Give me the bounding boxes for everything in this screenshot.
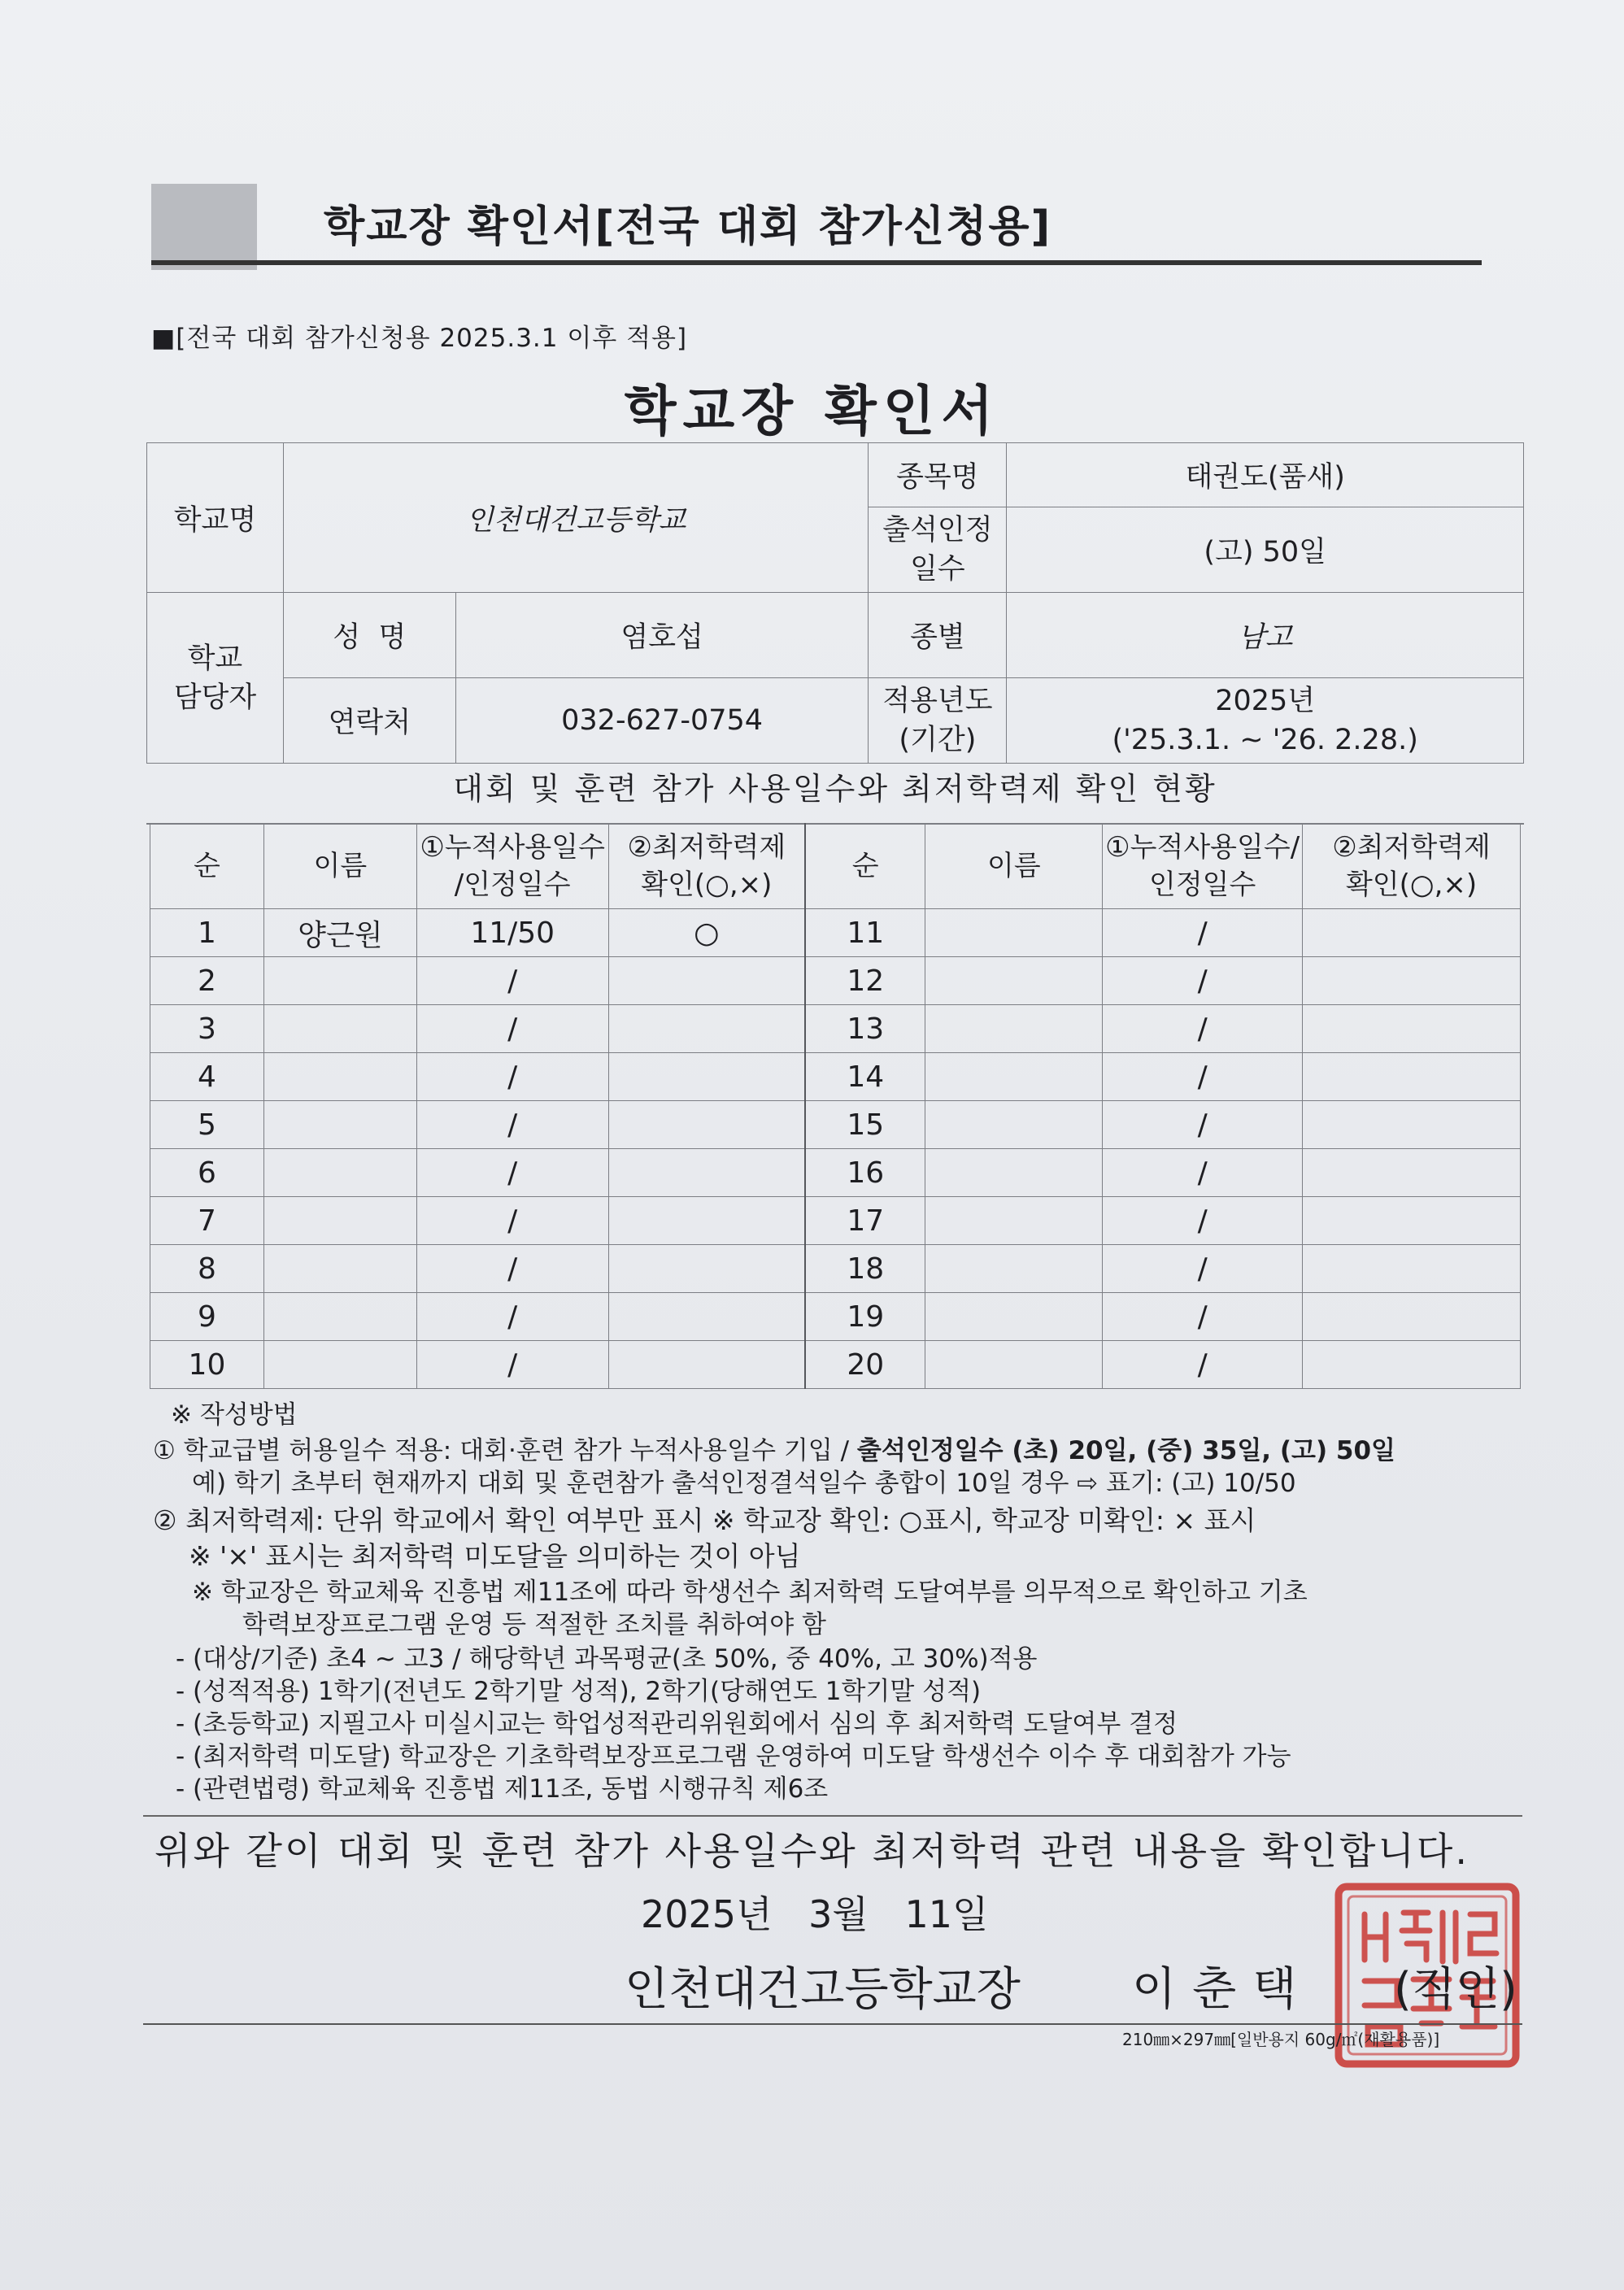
detail-4: - (최저학력 미도달) 학교장은 기초학력보장프로그램 운영하여 미도달 학생선수 이수 후 대회참가 가능	[176, 1742, 1291, 1771]
row-min	[1303, 1005, 1521, 1053]
row-min	[608, 1053, 805, 1101]
row-no: 14	[805, 1053, 925, 1101]
row-days: /	[1103, 1245, 1303, 1293]
row-min	[608, 1101, 805, 1149]
row-min	[608, 1341, 805, 1389]
school-info-table	[146, 442, 1524, 764]
header-days-right-text: ①누적사용일수/ 인정일수	[1105, 831, 1300, 901]
event-value: 태권도(품새)	[1007, 443, 1524, 507]
row-min	[608, 1197, 805, 1245]
row-days: /	[416, 1197, 608, 1245]
row-name	[263, 1053, 416, 1101]
row-days: /	[416, 1101, 608, 1149]
row-name	[925, 909, 1103, 957]
row-no: 13	[805, 1005, 925, 1053]
table-row	[150, 1005, 1521, 1053]
row-name	[263, 1149, 416, 1197]
school-name-label: 학교명	[147, 443, 284, 593]
row-name	[925, 1245, 1103, 1293]
manager-label-text: 학교 담당자	[173, 642, 257, 714]
row-name	[263, 1245, 416, 1293]
note-2-b2: 학력보장프로그램 운영 등 적절한 조치를 취하여야 함	[242, 1610, 826, 1639]
row-name	[263, 1101, 416, 1149]
header-name-right: 이름	[925, 824, 1103, 909]
row-no: 7	[150, 1197, 264, 1245]
row-min	[1303, 1149, 1521, 1197]
table-row	[150, 957, 1521, 1005]
table-row	[150, 1101, 1521, 1149]
form-title-rule	[151, 260, 1482, 265]
row-days: /	[1103, 1293, 1303, 1341]
seal-label: (직인)	[1394, 1963, 1517, 2016]
table-row	[150, 1197, 1521, 1245]
header-no-right: 순	[805, 824, 925, 909]
table-row	[150, 1149, 1521, 1197]
row-days: /	[1103, 909, 1303, 957]
row-name	[925, 1341, 1103, 1389]
row-no: 8	[150, 1245, 264, 1293]
row-min	[1303, 1341, 1521, 1389]
confirmation-statement: 위와 같이 대회 및 훈련 참가 사용일수와 최저학력 관련 내용을 확인합니다.	[155, 1829, 1469, 1873]
note-1	[153, 1435, 1395, 1467]
row-days: /	[416, 1149, 608, 1197]
table-row	[150, 1245, 1521, 1293]
row-min	[1303, 1197, 1521, 1245]
row-min	[1303, 1053, 1521, 1101]
row-min: ○	[608, 909, 805, 957]
row-days: /	[416, 1341, 608, 1389]
row-name	[263, 1341, 416, 1389]
form-title: 학교장 확인서[전국 대회 참가신청용]	[324, 202, 1052, 251]
note-2: ② 최저학력제: 단위 학교에서 확인 여부만 표시 ※ 학교장 확인: ○표시, 학교장 미확인: × 표시	[153, 1504, 1256, 1536]
attendance-label-text: 출석인정 일수	[882, 514, 993, 586]
row-days: /	[1103, 1053, 1303, 1101]
row-days: /	[1103, 1005, 1303, 1053]
row-no: 17	[805, 1197, 925, 1245]
row-days: /	[1103, 1101, 1303, 1149]
row-no: 16	[805, 1149, 925, 1197]
header-no-left: 순	[150, 824, 264, 909]
header-days-right	[1103, 824, 1303, 909]
detail-5: - (관련법령) 학교체육 진흥법 제11조, 동법 시행규칙 제6조	[176, 1774, 829, 1804]
row-name	[263, 1293, 416, 1341]
row-min	[608, 957, 805, 1005]
row-name	[263, 1005, 416, 1053]
paper-spec: 210㎜×297㎜[일반용지 60g/㎡(재활용품)]	[1122, 2030, 1440, 2049]
header-min-left	[608, 824, 805, 909]
row-min	[1303, 909, 1521, 957]
table-row	[150, 1053, 1521, 1101]
row-days: /	[1103, 1341, 1303, 1389]
row-days: 11/50	[416, 909, 608, 957]
row-no: 9	[150, 1293, 264, 1341]
header-name-left: 이름	[263, 824, 416, 909]
principal-name: 이춘택	[1132, 1963, 1313, 2016]
row-no: 19	[805, 1293, 925, 1341]
row-min	[608, 1245, 805, 1293]
row-days: /	[416, 957, 608, 1005]
row-min	[1303, 1293, 1521, 1341]
row-min	[608, 1005, 805, 1053]
header-min-right-text: ②최저학력제 확인(○,×)	[1332, 831, 1491, 901]
row-no: 2	[150, 957, 264, 1005]
header-days-left-text: ①누적사용일수 /인정일수	[420, 831, 605, 901]
row-days: /	[1103, 957, 1303, 1005]
contact-value: 032-627-0754	[455, 678, 869, 764]
manager-name: 염호섭	[455, 593, 869, 678]
manager-label	[147, 593, 284, 764]
row-days: /	[416, 1005, 608, 1053]
row-min	[608, 1149, 805, 1197]
row-days: /	[416, 1245, 608, 1293]
row-no: 4	[150, 1053, 264, 1101]
row-no: 11	[805, 909, 925, 957]
footer-divider	[143, 1815, 1522, 1817]
roster-table	[150, 823, 1521, 1389]
row-no: 15	[805, 1101, 925, 1149]
form-badge	[151, 184, 257, 270]
row-name	[925, 1149, 1103, 1197]
name-label: 성 명	[283, 593, 455, 678]
row-name	[263, 957, 416, 1005]
row-no: 6	[150, 1149, 264, 1197]
detail-2: - (성적적용) 1학기(전년도 2학기말 성적), 2학기(당해연도 1학기말 성적)	[176, 1677, 982, 1706]
note-1-text: ① 학교급별 허용일수 적용: 대회·훈련 참가 누적사용일수 기입 /	[153, 1436, 857, 1465]
row-no: 1	[150, 909, 264, 957]
attendance-value: (고) 50일	[1007, 507, 1524, 593]
year-value	[1007, 678, 1524, 764]
issue-date: 2025년 3월 11일	[641, 1892, 989, 1936]
row-days: /	[416, 1053, 608, 1101]
signer-title: 인천대건고등학교장	[625, 1963, 1021, 2016]
note-2-a: ※ '×' 표시는 최저학력 미도달을 의미하는 것이 아님	[189, 1540, 801, 1572]
detail-3: - (초등학교) 지필고사 미실시교는 학업성적관리위원회에서 심의 후 최저학력 도달여부 결정	[176, 1709, 1178, 1739]
event-label: 종목명	[869, 443, 1007, 507]
row-no: 12	[805, 957, 925, 1005]
contact-label: 연락처	[283, 678, 455, 764]
year-value-text: 2025년 ('25.3.1. ~ '26. 2.28.)	[1112, 685, 1418, 756]
row-name	[925, 1053, 1103, 1101]
detail-1: - (대상/기준) 초4 ~ 고3 / 해당학년 과목평균(초 50%, 중 40%, 고 30%)적용	[176, 1644, 1038, 1674]
row-min	[1303, 1245, 1521, 1293]
table-row	[150, 1341, 1521, 1389]
header-days-left	[416, 824, 608, 909]
row-days: /	[1103, 1149, 1303, 1197]
gender-label: 종별	[869, 593, 1007, 678]
row-name	[925, 1293, 1103, 1341]
table-row	[150, 909, 1521, 957]
year-label	[869, 678, 1007, 764]
note-2-b: ※ 학교장은 학교체육 진흥법 제11조에 따라 학생선수 최저학력 도달여부를 의무적으로 확인하고 기초	[192, 1578, 1308, 1607]
header-min-left-text: ②최저학력제 확인(○,×)	[627, 831, 786, 901]
applicability-note: ■[전국 대회 참가신청용 2025.3.1 이후 적용]	[151, 324, 688, 353]
row-name	[925, 1101, 1103, 1149]
page-title: 학교장 확인서	[624, 380, 1000, 442]
table-row	[150, 1293, 1521, 1341]
gender-value: 남고	[1007, 593, 1524, 678]
note-1-example: 예) 학기 초부터 현재까지 대회 및 훈련참가 출석인정결석일수 총합이 10일 경우 ⇨ 표기: (고) 10/50	[192, 1469, 1296, 1498]
row-name: 양근원	[263, 909, 416, 957]
row-days: /	[416, 1293, 608, 1341]
note-1-bold: 출석인정일수 (초) 20일, (중) 35일, (고) 50일	[856, 1436, 1396, 1465]
roster-caption: 대회 및 훈련 참가 사용일수와 최저학력제 확인 현황	[146, 755, 1524, 825]
bottom-rule	[143, 2023, 1522, 2025]
row-no: 18	[805, 1245, 925, 1293]
row-min	[1303, 957, 1521, 1005]
header-min-right	[1303, 824, 1521, 909]
school-name: 인천대건고등학교	[283, 443, 869, 593]
row-min	[608, 1293, 805, 1341]
row-min	[1303, 1101, 1521, 1149]
row-no: 5	[150, 1101, 264, 1149]
row-no: 20	[805, 1341, 925, 1389]
row-name	[263, 1197, 416, 1245]
row-days: /	[1103, 1197, 1303, 1245]
year-label-text: 적용년도 (기간)	[882, 685, 993, 756]
row-name	[925, 1197, 1103, 1245]
row-name	[925, 1005, 1103, 1053]
row-no: 3	[150, 1005, 264, 1053]
row-no: 10	[150, 1341, 264, 1389]
row-name	[925, 957, 1103, 1005]
instructions-heading: ※ 작성방법	[171, 1400, 298, 1430]
attendance-label	[869, 507, 1007, 593]
